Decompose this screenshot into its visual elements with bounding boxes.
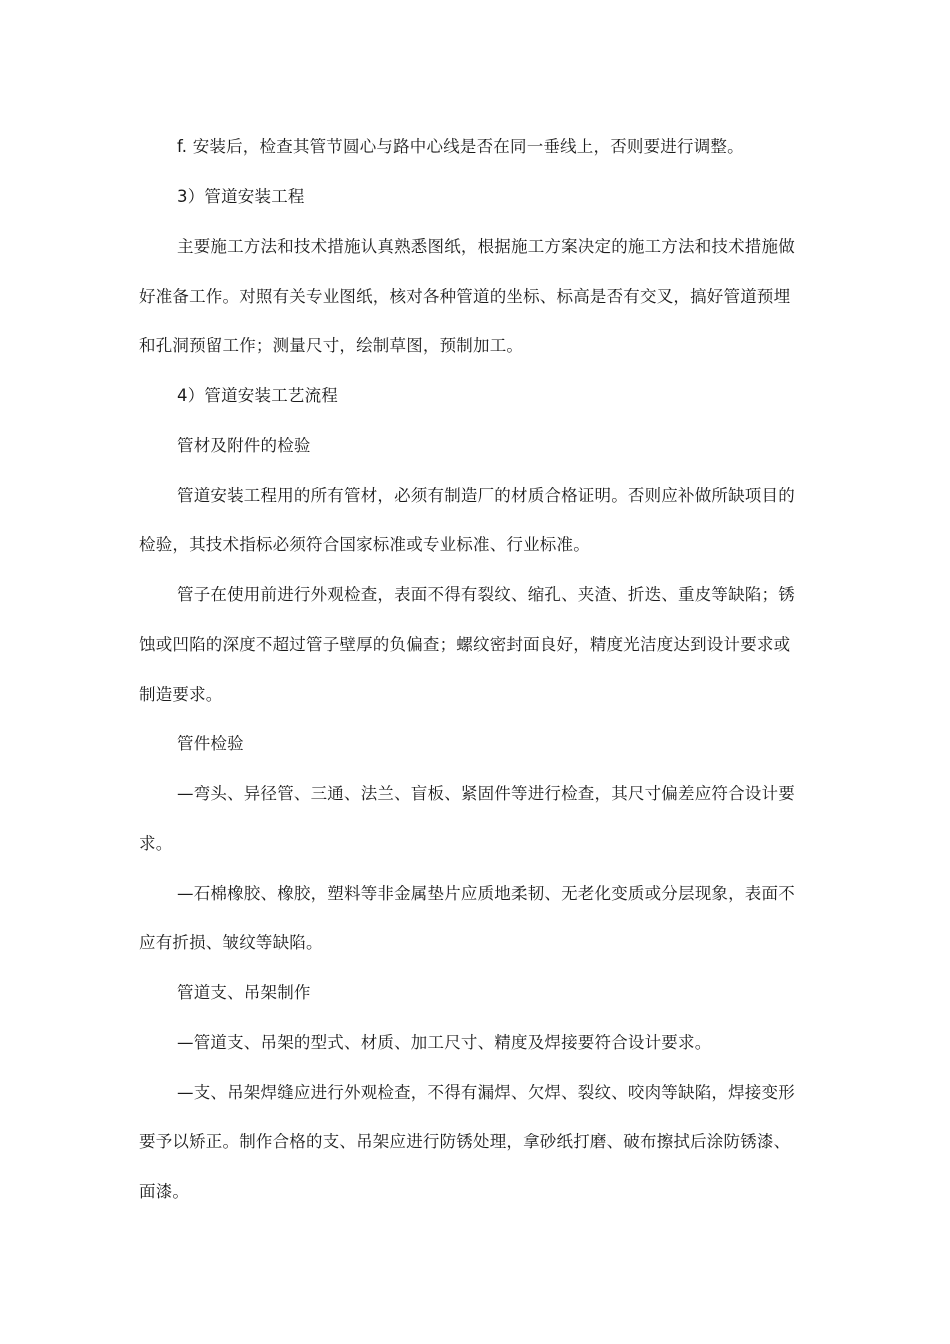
heading-pipe-installation: 3）管道安装工程 (177, 187, 305, 206)
paragraph-line: 应有折损、皱纹等缺陷。 (139, 933, 323, 952)
paragraph-line: 主要施工方法和技术措施认真熟悉图纸，根据施工方案决定的施工方法和技术措施做 (177, 237, 795, 256)
paragraph-line: 求。 (139, 834, 173, 853)
paragraph-line: 管子在使用前进行外观检查，表面不得有裂纹、缩孔、夹渣、折迭、重皮等缺陷；锈 (177, 585, 795, 604)
subheading-fittings-inspection: 管件检验 (177, 734, 244, 753)
paragraph-line: —支、吊架焊缝应进行外观检查，不得有漏焊、欠焊、裂纹、咬肉等缺陷，焊接变形 (177, 1083, 795, 1102)
heading-pipe-process: 4）管道安装工艺流程 (177, 386, 338, 405)
paragraph-line: 检验，其技术指标必须符合国家标准或专业标准、行业标准。 (139, 535, 590, 554)
paragraph-line: 管道安装工程用的所有管材，必须有制造厂的材质合格证明。否则应补做所缺项目的 (177, 486, 795, 505)
paragraph-line: 制造要求。 (139, 685, 223, 704)
subheading-support-fabrication: 管道支、吊架制作 (177, 983, 311, 1002)
paragraph-line: 要予以矫正。制作合格的支、吊架应进行防锈处理，拿砂纸打磨、破布擦拭后涂防锈漆、 (139, 1132, 791, 1151)
paragraph-line: 蚀或凹陷的深度不超过管子壁厚的负偏查；螺纹密封面良好，精度光洁度达到设计要求或 (139, 635, 791, 654)
paragraph-line: 好准备工作。对照有关专业图纸，核对各种管道的坐标、标高是否有交叉，搞好管道预埋 (139, 287, 791, 306)
paragraph-line: —弯头、异径管、三通、法兰、盲板、紧固件等进行检查，其尺寸偏差应符合设计要 (177, 784, 795, 803)
paragraph-line: 面漆。 (139, 1182, 190, 1201)
paragraph-f-install-check: f. 安装后，检查其管节圆心与路中心线是否在同一垂线上，否则要进行调整。 (177, 137, 744, 156)
paragraph-line: 和孔洞预留工作；测量尺寸，绘制草图，预制加工。 (139, 336, 524, 355)
subheading-material-inspection: 管材及附件的检验 (177, 436, 311, 455)
paragraph-line: —管道支、吊架的型式、材质、加工尺寸、精度及焊接要符合设计要求。 (177, 1033, 712, 1052)
paragraph-line: —石棉橡胶、橡胶，塑料等非金属垫片应质地柔韧、无老化变质或分层现象，表面不 (177, 884, 795, 903)
